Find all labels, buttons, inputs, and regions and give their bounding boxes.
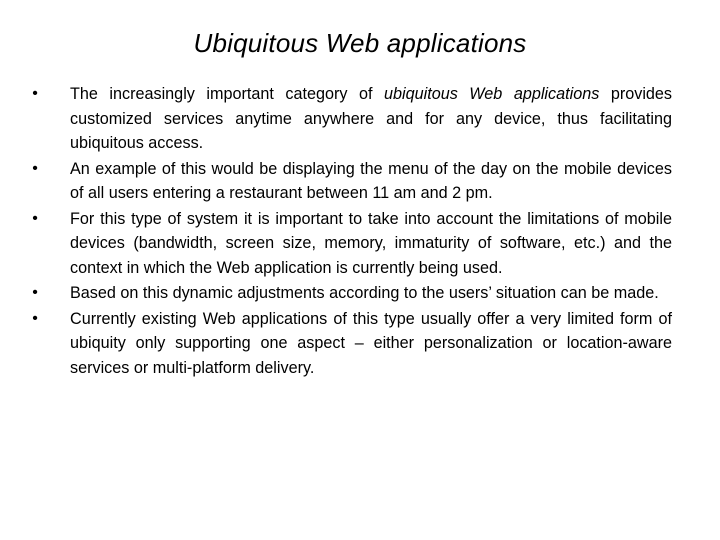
bullet-text: For this type of system it is important to take into account the limitations of mobile devices (bandwidth, screen size, memory, immaturity of software, etc.) and the context in which the Web application is currently being used. <box>70 209 672 277</box>
bullet-item <box>28 82 672 156</box>
bullet-icon: • <box>32 85 38 102</box>
bullet-text: Based on this dynamic adjustments according to the users’ situation can be made. <box>70 284 659 302</box>
bullet-text: An example of this would be displaying the menu of the day on the mobile devices of all users entering a restaurant between 11 am and 2 pm. <box>70 159 672 202</box>
bullet-icon: • <box>32 309 38 327</box>
bullet-item <box>28 157 672 206</box>
bullet-item <box>28 207 672 281</box>
bullet-list <box>28 82 672 381</box>
bullet-icon: • <box>32 284 38 301</box>
bullet-item <box>28 307 672 381</box>
bullet-icon: • <box>32 159 38 177</box>
bullet-text: Currently existing Web applications of this type usually offer a very limited form of ubiquity only supporting one aspect – either personalization or location-aware services or multi-platform delivery. <box>70 309 672 377</box>
slide-title: Ubiquitous Web applications <box>193 28 527 58</box>
bullet-icon: • <box>32 209 38 227</box>
bullet-text-part: provides customized services anytime anywhere and for any device, thus facilitating ubiquitous access. <box>70 85 673 152</box>
bullet-item <box>28 281 672 306</box>
bullet-text <box>70 85 672 152</box>
bullet-text-emphasis: ubiquitous Web applications <box>384 85 600 103</box>
bullet-text-part: The increasingly important category of <box>70 85 384 103</box>
